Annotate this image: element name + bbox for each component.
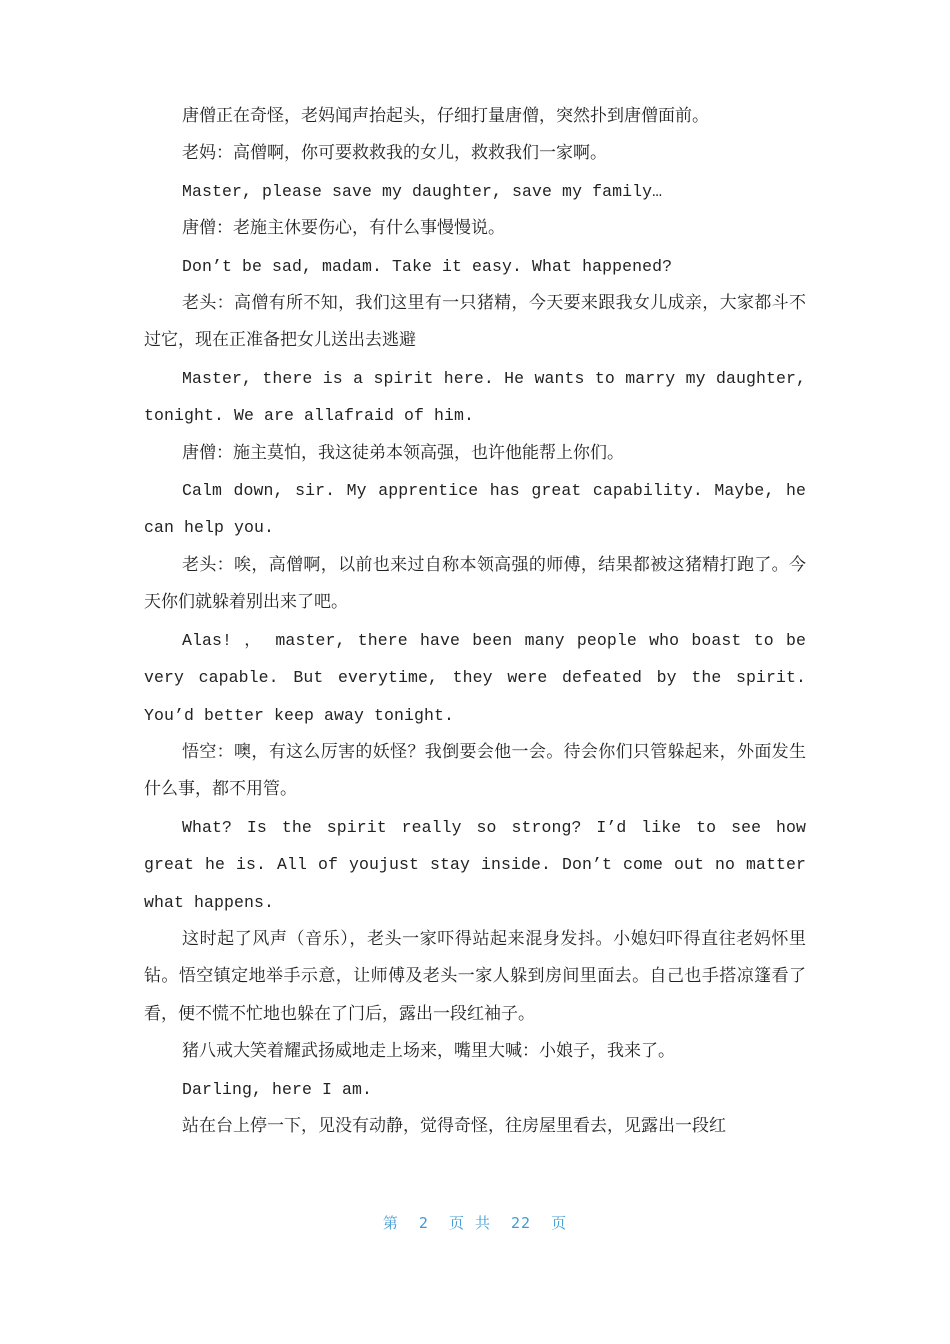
paragraph: Calm down, sir. My apprentice has great capability. Maybe, he can help you. <box>144 481 806 538</box>
paragraph: 老头：高僧有所不知，我们这里有一只猪精，今天要来跟我女儿成亲，大家都斗不过它，现在正准备把女儿送出去逃避 <box>144 293 806 351</box>
paragraph: 唐僧正在奇怪，老妈闻声抬起头，仔细打量唐僧，突然扑到唐僧面前。 <box>182 106 709 126</box>
footer-total-pages: 22 <box>511 1214 532 1232</box>
paragraph: Darling, here I am. <box>182 1079 373 1099</box>
paragraph: 唐僧：施主莫怕，我这徒弟本领高强，也许他能帮上你们。 <box>182 442 624 463</box>
paragraph: 这时起了风声（音乐），老头一家吓得站起来混身发抖。小媳妇吓得直往老妈怀里钻。悟空镇定地举手示意，让师傅及老头一家人躲到房间里面去。自己也手搭凉篷看了看，便不慌不忙地也躲在了门后，露出一段红袖子。 <box>144 928 806 1024</box>
footer-prefix: 第 <box>382 1214 399 1232</box>
footer-suffix: 页 <box>551 1214 568 1232</box>
paragraph: 老头：唉，高僧啊，以前也来过自称本领高强的师傅，结果都被这猪精打跑了。今天你们就躲着别出来了吧。 <box>144 554 806 613</box>
paragraph: 老妈：高僧啊，你可要救救我的女儿，救救我们一家啊。 <box>182 143 607 164</box>
paragraph: What? Is the spirit really so strong? I’d like to see how great he is. All of youjust stay inside. Don’t come out no matter what happens. <box>144 817 806 912</box>
paragraph: Alas! ， master, there have been many people who boast to be very capable. But everytime, they were defeated by the spirit. You’d better keep away tonight. <box>144 630 806 725</box>
paragraph: 悟空：噢，有这么厉害的妖怪？我倒要会他一会。待会你们只管躲起来，外面发生什么事，都不用管。 <box>144 741 806 800</box>
paragraph: 猪八戒大笑着耀武扬威地走上场来，嘴里大喊：小娘子，我来了。 <box>182 1041 675 1062</box>
paragraph: 站在台上停一下，见没有动静，觉得奇怪，往房屋里看去，见露出一段红 <box>182 1115 726 1136</box>
page-footer <box>0 1212 950 1233</box>
document-body <box>144 98 806 1145</box>
footer-current-page: 2 <box>418 1214 429 1232</box>
paragraph: Master, there is a spirit here. He wants to marry my daughter, tonight. We are allafraid of him. <box>144 368 806 426</box>
paragraph: Don’t be sad, madam. Take it easy. What happened? <box>182 256 673 276</box>
footer-middle: 页 共 <box>448 1214 491 1232</box>
paragraph: 唐僧：老施主休要伤心，有什么事慢慢说。 <box>182 218 505 239</box>
paragraph: Master, please save my daughter, save my family… <box>182 181 663 201</box>
